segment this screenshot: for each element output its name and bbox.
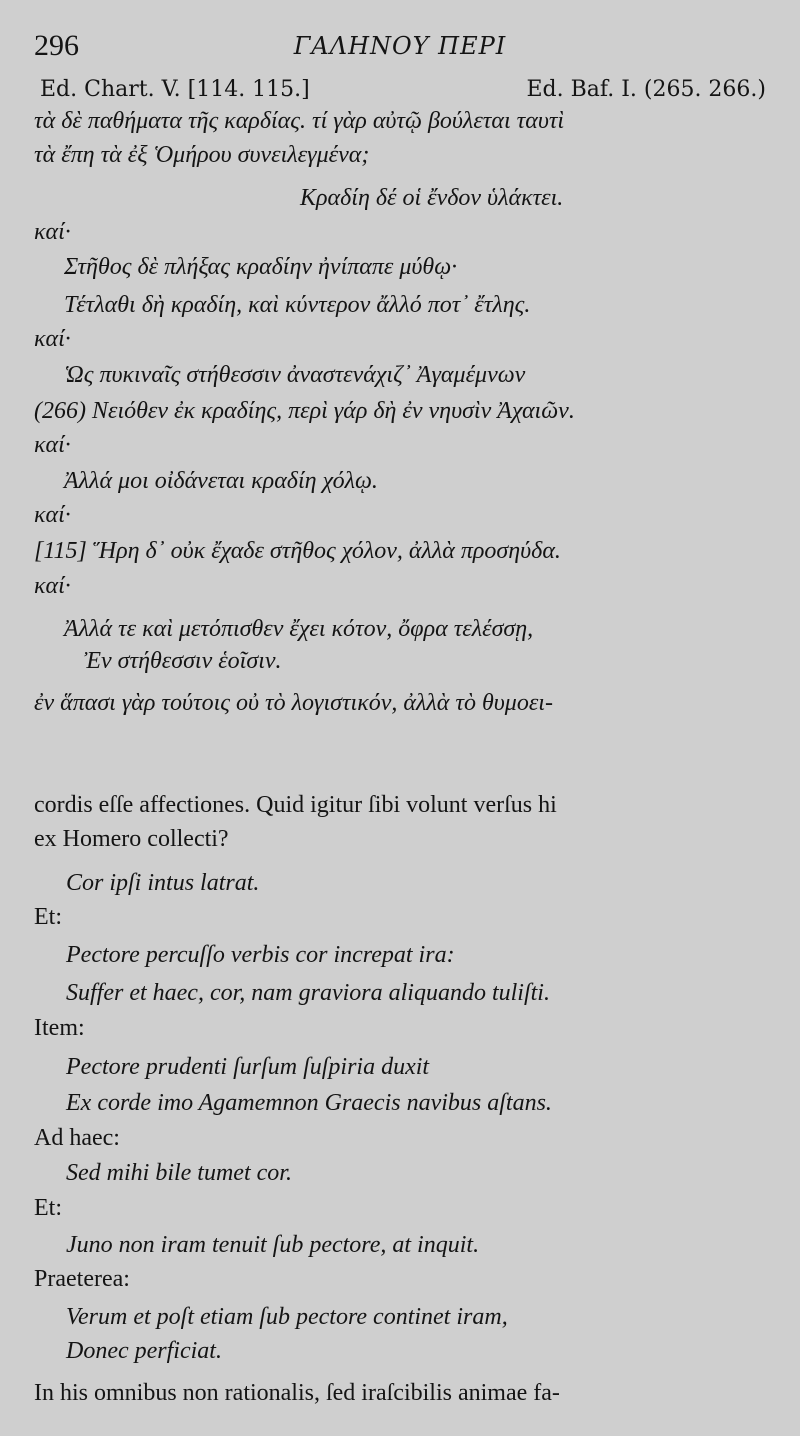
greek-connector: καί· [34, 573, 71, 599]
latin-connector: Item: [34, 1015, 85, 1041]
latin-connector: Et: [34, 1195, 62, 1221]
latin-connector: Praeterea: [34, 1266, 130, 1292]
latin-connector: Et: [34, 904, 62, 930]
latin-verse: Ex corde imo Agamemnon Graecis navibus aſtans. [66, 1090, 552, 1116]
greek-verse: Τέτλαθι δὴ κραδίη, καὶ κύντερον ἄλλό ποτ᾽ ἔτλης. [64, 292, 531, 318]
greek-verse: Στῆθος δὲ πλήξας κραδίην ἠνίπαπε μύθῳ· [64, 254, 458, 280]
greek-verse: [115] Ἥρη δ᾽ οὐκ ἔχαδε στῆθος χόλον, ἀλλὰ προσηύδα. [34, 538, 561, 564]
running-title: ΓΑΛΗΝΟΥ ΠΕΡΙ [293, 32, 507, 60]
greek-connector: καί· [34, 219, 71, 245]
latin-verse: Sed mihi bile tumet cor. [66, 1160, 292, 1186]
edition-reference-right: Ed. Baf. I. (265. 266.) [526, 77, 766, 102]
greek-connector: καί· [34, 326, 71, 352]
latin-line: In his omnibus non rationalis, ſed iraſcibilis animae fa- [34, 1380, 560, 1406]
greek-verse: Ἀλλά τε καὶ μετόπισθεν ἔχει κότον, ὄφρα τελέσσῃ, [64, 616, 534, 642]
greek-verse: Κραδίη δέ οἱ ἔνδον ὑλάκτει. [300, 185, 564, 211]
latin-verse: Juno non iram tenuit ſub pectore, at inquit. [66, 1232, 480, 1258]
latin-verse: Verum et poſt etiam ſub pectore continet iram, [66, 1304, 508, 1330]
latin-line: ex Homero collecti? [34, 826, 229, 852]
page-number: 296 [34, 29, 79, 62]
greek-line: τὰ ἔπη τὰ ἐξ Ὁμήρου συνειλεγμένα; [34, 142, 370, 168]
greek-connector: καί· [34, 432, 71, 458]
latin-line: cordis eſſe affectiones. Quid igitur ſibi volunt verſus hi [34, 792, 557, 818]
greek-verse: (266) Νειόθεν ἐκ κραδίης, περὶ γάρ δὴ ἐν νηυσὶν Ἀχαιῶν. [34, 398, 575, 424]
greek-line: ἐν ἅπασι γὰρ τούτοις οὐ τὸ λογιστικόν, ἀλλὰ τὸ θυμοει- [34, 690, 553, 716]
greek-verse: Ὡς πυκιναῖς στήθεσσιν ἀναστενάχιζ᾽ Ἀγαμέμνων [64, 362, 526, 388]
greek-connector: καί· [34, 502, 71, 528]
latin-verse: Suffer et haec, cor, nam graviora aliquando tuliſti. [66, 980, 550, 1006]
latin-verse: Pectore prudenti ſurſum ſuſpiria duxit [66, 1054, 430, 1080]
latin-verse: Donec perficiat. [66, 1338, 222, 1364]
section-gap [0, 700, 800, 768]
greek-verse: Ἐν στήθεσσιν ἑοῖσιν. [84, 648, 282, 674]
latin-verse: Cor ipſi intus latrat. [66, 870, 260, 896]
edition-reference-left: Ed. Chart. V. [114. 115.] [40, 77, 310, 102]
latin-connector: Ad haec: [34, 1125, 120, 1151]
greek-verse: Ἀλλά μοι οἰδάνεται κραδίη χόλῳ. [64, 468, 378, 494]
latin-verse: Pectore percuſſo verbis cor increpat ira: [66, 942, 455, 968]
greek-line: τὰ δὲ παθήματα τῆς καρδίας. τί γὰρ αὐτῷ βούλεται ταυτὶ [34, 108, 565, 134]
